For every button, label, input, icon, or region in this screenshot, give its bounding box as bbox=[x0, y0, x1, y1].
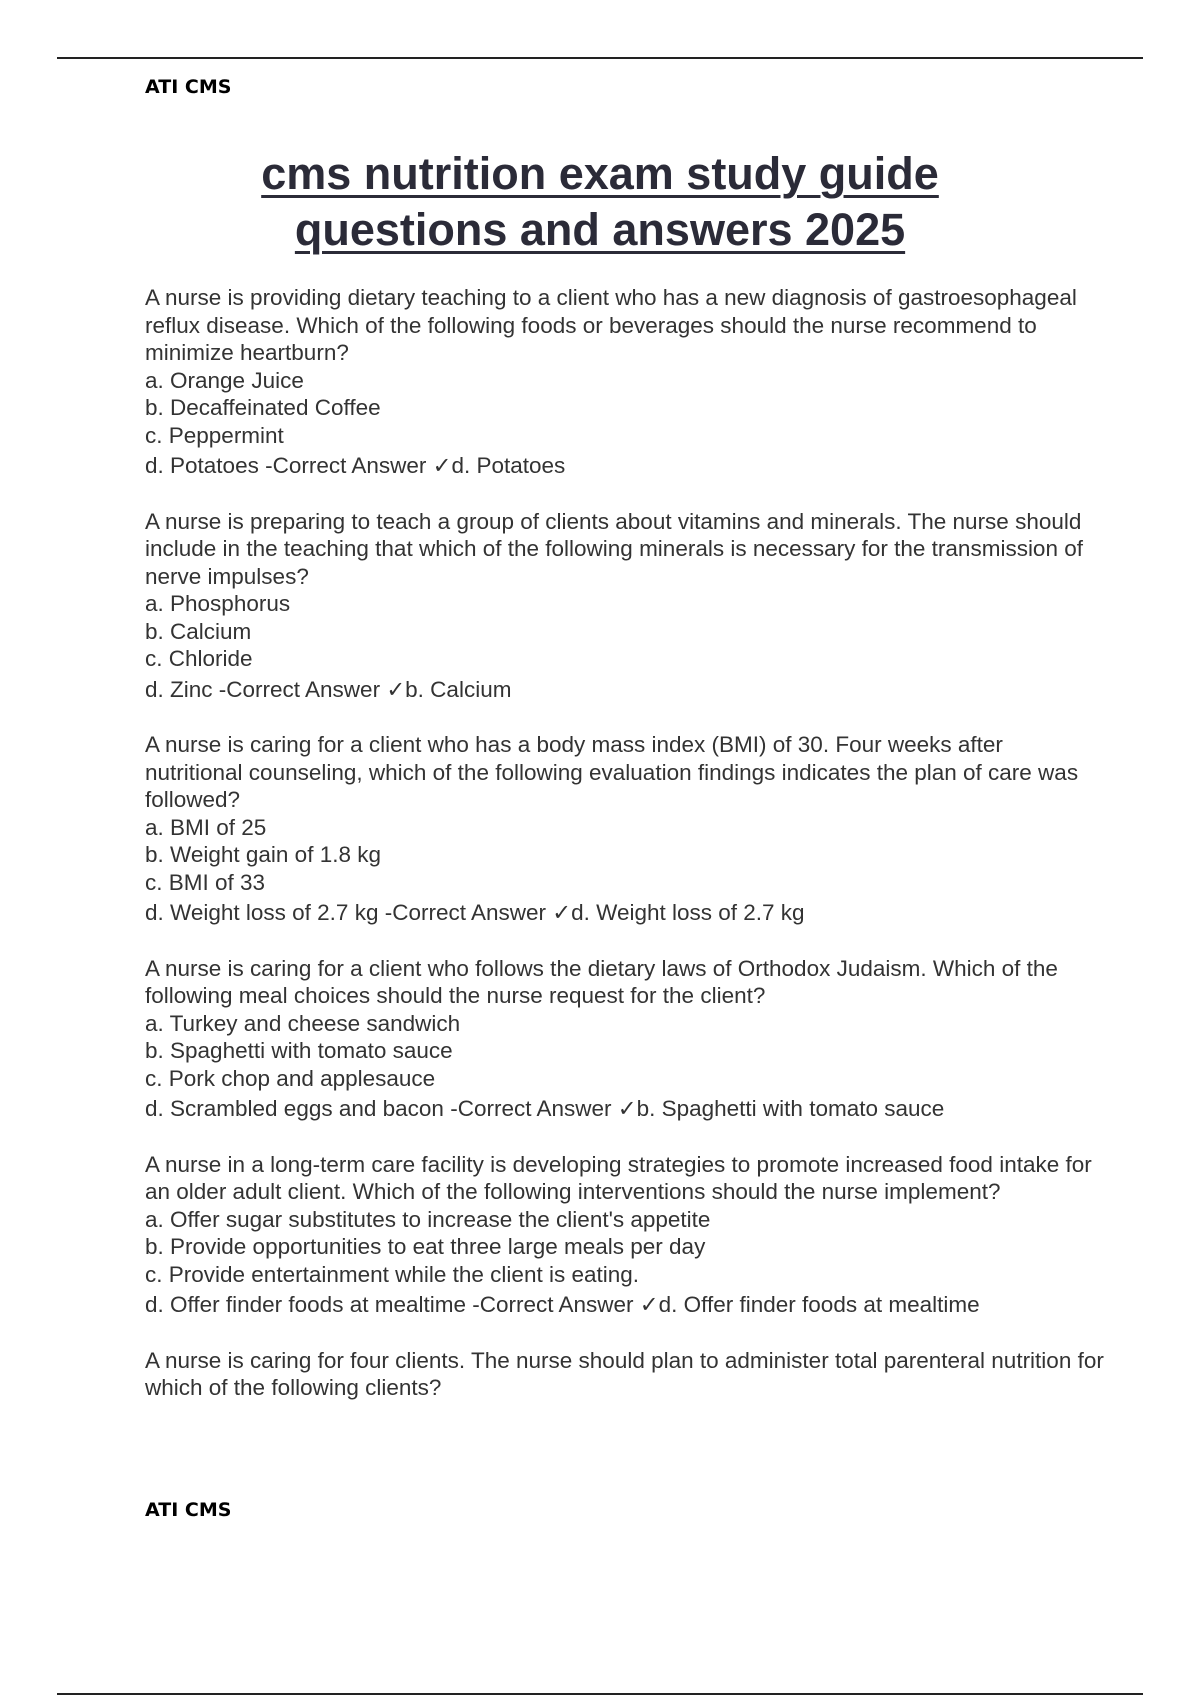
question-5 bbox=[145, 1151, 1105, 1319]
option-a: a. BMI of 25 bbox=[145, 814, 267, 840]
option-d-with-answer: d. Scrambled eggs and bacon -Correct Answer ✓b. Spaghetti with tomato sauce bbox=[145, 1096, 945, 1121]
title-line-1: cms nutrition exam study guide bbox=[261, 148, 939, 199]
option-b: b. Provide opportunities to eat three large meals per day bbox=[145, 1234, 706, 1259]
question-4 bbox=[145, 955, 1105, 1123]
title-line-2: questions and answers 2025 bbox=[294, 204, 906, 255]
question-3 bbox=[145, 731, 1105, 927]
option-a: a. Orange Juice bbox=[145, 367, 304, 393]
option-a: a. Phosphorus bbox=[145, 591, 291, 616]
option-b: b. Weight gain of 1.8 kg bbox=[145, 842, 381, 867]
question-2 bbox=[145, 508, 1105, 704]
question-6 bbox=[145, 1347, 1105, 1402]
question-text: A nurse is caring for a client who follows the dietary laws of Orthodox Judaism. Which of the following meal choices should the nurse request for the client? bbox=[145, 955, 1058, 1008]
option-d-with-answer: d. Zinc -Correct Answer ✓b. Calcium bbox=[145, 676, 512, 702]
questions-list bbox=[145, 284, 1105, 1430]
option-c: c. Peppermint bbox=[145, 422, 284, 448]
option-c: c. Chloride bbox=[145, 646, 253, 671]
question-text: A nurse is caring for a client who has a body mass index (BMI) of 30. Four weeks after nutritional counseling, which of the following evaluation findings indicates the plan of care was followed? bbox=[145, 732, 1079, 812]
bottom-rule bbox=[57, 1693, 1143, 1695]
question-text: A nurse is providing dietary teaching to a client who has a new diagnosis of gastroesophageal reflux disease. Which of the following foods or beverages should the nurse recommend to minimize heartburn? bbox=[145, 285, 1077, 365]
document-title bbox=[100, 146, 1100, 258]
option-b: b. Spaghetti with tomato sauce bbox=[145, 1038, 453, 1063]
top-rule bbox=[57, 57, 1143, 59]
option-d-with-answer: d. Offer finder foods at mealtime -Correct Answer ✓d. Offer finder foods at mealtime bbox=[145, 1292, 980, 1317]
option-c: c. Provide entertainment while the client is eating. bbox=[145, 1261, 640, 1287]
question-text: A nurse is preparing to teach a group of clients about vitamins and minerals. The nurse should include in the teaching that which of the following minerals is necessary for the transmission of nerve impulses? bbox=[145, 508, 1083, 589]
question-text: A nurse in a long-term care facility is developing strategies to promote increased food intake for an older adult client. Which of the following interventions should the nurse implement? bbox=[145, 1151, 1092, 1204]
question-1 bbox=[145, 284, 1105, 480]
question-text: A nurse is caring for four clients. The nurse should plan to administer total parenteral nutrition for which of the following clients? bbox=[145, 1347, 1104, 1400]
option-d-with-answer: d. Weight loss of 2.7 kg -Correct Answer ✓d. Weight loss of 2.7 kg bbox=[145, 900, 805, 925]
option-c: c. BMI of 33 bbox=[145, 869, 266, 895]
option-d-with-answer: d. Potatoes -Correct Answer ✓d. Potatoes bbox=[145, 453, 566, 478]
option-c: c. Pork chop and applesauce bbox=[145, 1065, 436, 1091]
option-b: b. Calcium bbox=[145, 618, 252, 644]
option-a: a. Turkey and cheese sandwich bbox=[145, 1010, 461, 1036]
option-a: a. Offer sugar substitutes to increase the client's appetite bbox=[145, 1206, 711, 1232]
page-footer: ATI CMS bbox=[145, 1499, 232, 1521]
option-b: b. Decaffeinated Coffee bbox=[145, 395, 381, 420]
page-header: ATI CMS bbox=[145, 76, 232, 98]
